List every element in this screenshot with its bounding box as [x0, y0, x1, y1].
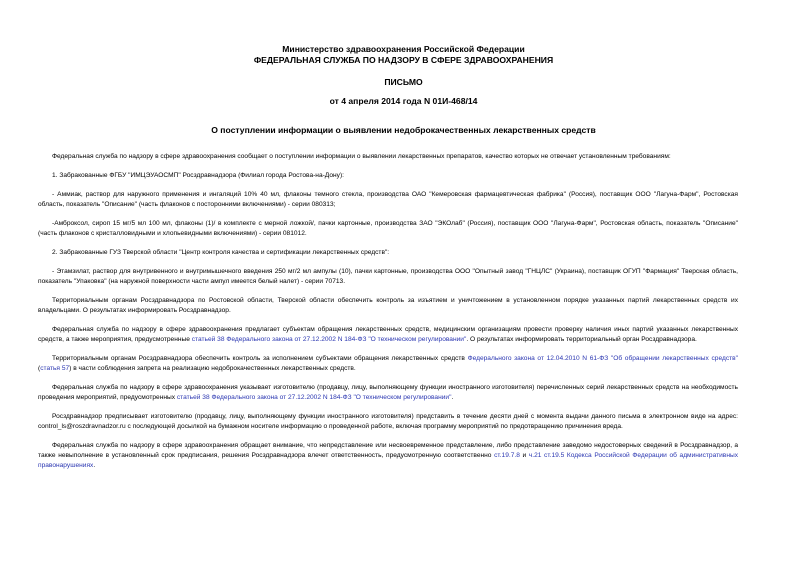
koap-article-19-5-link[interactable]: ч.21 ст.19.5 Кодекса Российской Федерации об административных правонарушениях — [38, 452, 738, 469]
text-segment: ( — [38, 365, 41, 372]
law-184-link[interactable]: статьей 38 Федерального закона от 27.12.2002 N 184-ФЗ "О техническом регулировании" — [176, 394, 452, 401]
paragraph-tver-heading: 2. Забракованные ГУЗ Тверской области "Центр контроля качества и сертификации лекарственных средств": — [52, 249, 390, 256]
paragraph-prescription: Росздравнадзор предписывает изготовителю (продавцу, лицу, выполняющему функции иностранного изготовителя) представить в течение десяти дней с момента выдачи данного письма в электронном виде на адрес: control_ls@roszdravnadzor.ru с последующей досылкой на бумажном носителе информацию о проведенной работе, включая программу мероприятий по предотвращению причинения вреда. — [38, 413, 738, 430]
document-date-number: от 4 апреля 2014 года N 01И-468/14 — [329, 96, 478, 106]
text-segment: и — [519, 452, 529, 459]
text-segment: Территориальным органам Росздравнадзора обеспечить контроль за исполнением субъектами обращения лекарственных средств — [52, 355, 468, 362]
law-184-link[interactable]: статьей 38 Федерального закона от 27.12.2002 N 184-ФЗ "О техническом регулировании" — [191, 336, 467, 343]
paragraph-territorial-control: Территориальным органам Росздравнадзора по Ростовской области, Тверской области обеспечить контроль за изъятием и уничтожением в установленном порядке указанных партий лекарственных средств их владельцами. О результатах информировать Росздравнадзор. — [38, 297, 738, 314]
text-segment: Федеральная служба по надзору в сфере здравоохранения обращает внимание, что непредставление или несвоевременное представление, либо представление заведомо недостоверных сведений в Росздравнадзор, а также невыполнение в установленный срок предписания, решения Росздравнадзора влечет ответственность, предусмотренную соответственно — [38, 442, 738, 459]
document-header — [0, 44, 807, 66]
document-subject: О поступлении информации о выявлении недоброкачественных лекарственных средств — [211, 125, 596, 135]
article-57-link[interactable]: статья 57 — [40, 365, 70, 372]
paragraph-liability — [38, 441, 738, 471]
text-segment: . — [451, 394, 454, 401]
text-segment: . О результатах информировать территориальный орган Росздравнадзора. — [466, 336, 697, 343]
article-19-7-8-link[interactable]: ст.19.7.8 — [494, 452, 520, 459]
paragraph-ammonia: - Аммиак, раствор для наружного применения и ингаляций 10% 40 мл, флаконы темного стекла, производства ОАО "Кемеровская фармацевтическая фабрика" (Россия), поставщик ООО "Лагуна-Фарм", Ростовская область, показатель "Описание" (часть флаконов с посторонними включениями) - серии 080313; — [38, 191, 738, 208]
paragraph-rostov-heading: 1. Забракованные ФГБУ "ИМЦЭУАОСМП" Росздравнадзора (Филиал города Ростова-на-Дону): — [52, 172, 344, 179]
text-segment: Федеральная служба по надзору в сфере здравоохранения указывает изготовителю (продавцу, лицу, выполняющему функции иностранного изготовителя) перечисленных серий лекарственных средств на необходимость проведения мероприятий, предусмотренных — [38, 384, 738, 401]
service-name: ФЕДЕРАЛЬНАЯ СЛУЖБА ПО НАДЗОРУ В СФЕРЕ ЗДРАВООХРАНЕНИЯ — [253, 55, 554, 65]
text-segment: Федеральная служба по надзору в сфере здравоохранения предлагает субъектам обращения лекарственных средств, медицинским организациям провести проверку наличия иных партий указанных лекарственных средств, а также мероприятия, предусмотренные — [38, 326, 738, 343]
paragraph-enforcement — [38, 354, 738, 374]
text-segment: . — [93, 462, 96, 469]
text-segment: ) в части соблюдения запрета на реализацию недоброкачественных лекарственных средств. — [69, 365, 356, 372]
paragraph-etamsylate: - Этамзилат, раствор для внутривенного и внутримышечного введения 250 мг/2 мл ампулы (10), пачки картонные, производства ООО "Опытный завод "ГНЦЛС" (Украина), поставщик ОГУП "Фармация" Тверская область, показатель "Упаковка" (на наружной поверхности части ампул имеется белый налет) - серии 70713. — [38, 268, 738, 285]
ministry-name: Министерство здравоохранения Российской Федерации — [282, 44, 525, 54]
document-type: ПИСЬМО — [384, 77, 423, 87]
document-body — [38, 152, 738, 480]
paragraph-inspection-offer — [38, 325, 738, 345]
paragraph-intro: Федеральная служба по надзору в сфере здравоохранения сообщает о поступлении информации о выявлении лекарственных препаратов, качество которых не отвечает установленным требованиям: — [52, 153, 671, 160]
paragraph-ambroxol: -Амброксол, сироп 15 мг/5 мл 100 мл, флаконы (1)/ в комплекте с мерной ложкой/, пачки картонные, производства ЗАО "ЭКОлаб" (Россия), поставщик ООО "Лагуна-Фарм", Ростовская область, показатель "Описание" (часть флаконов с кристалловидными и хлопьевидными включениями) - серии 081012. — [38, 220, 738, 237]
paragraph-manufacturer-notice — [38, 383, 738, 403]
law-61-link[interactable]: Федерального закона от 12.04.2010 N 61-ФЗ "Об обращении лекарственных средств" — [467, 355, 738, 362]
